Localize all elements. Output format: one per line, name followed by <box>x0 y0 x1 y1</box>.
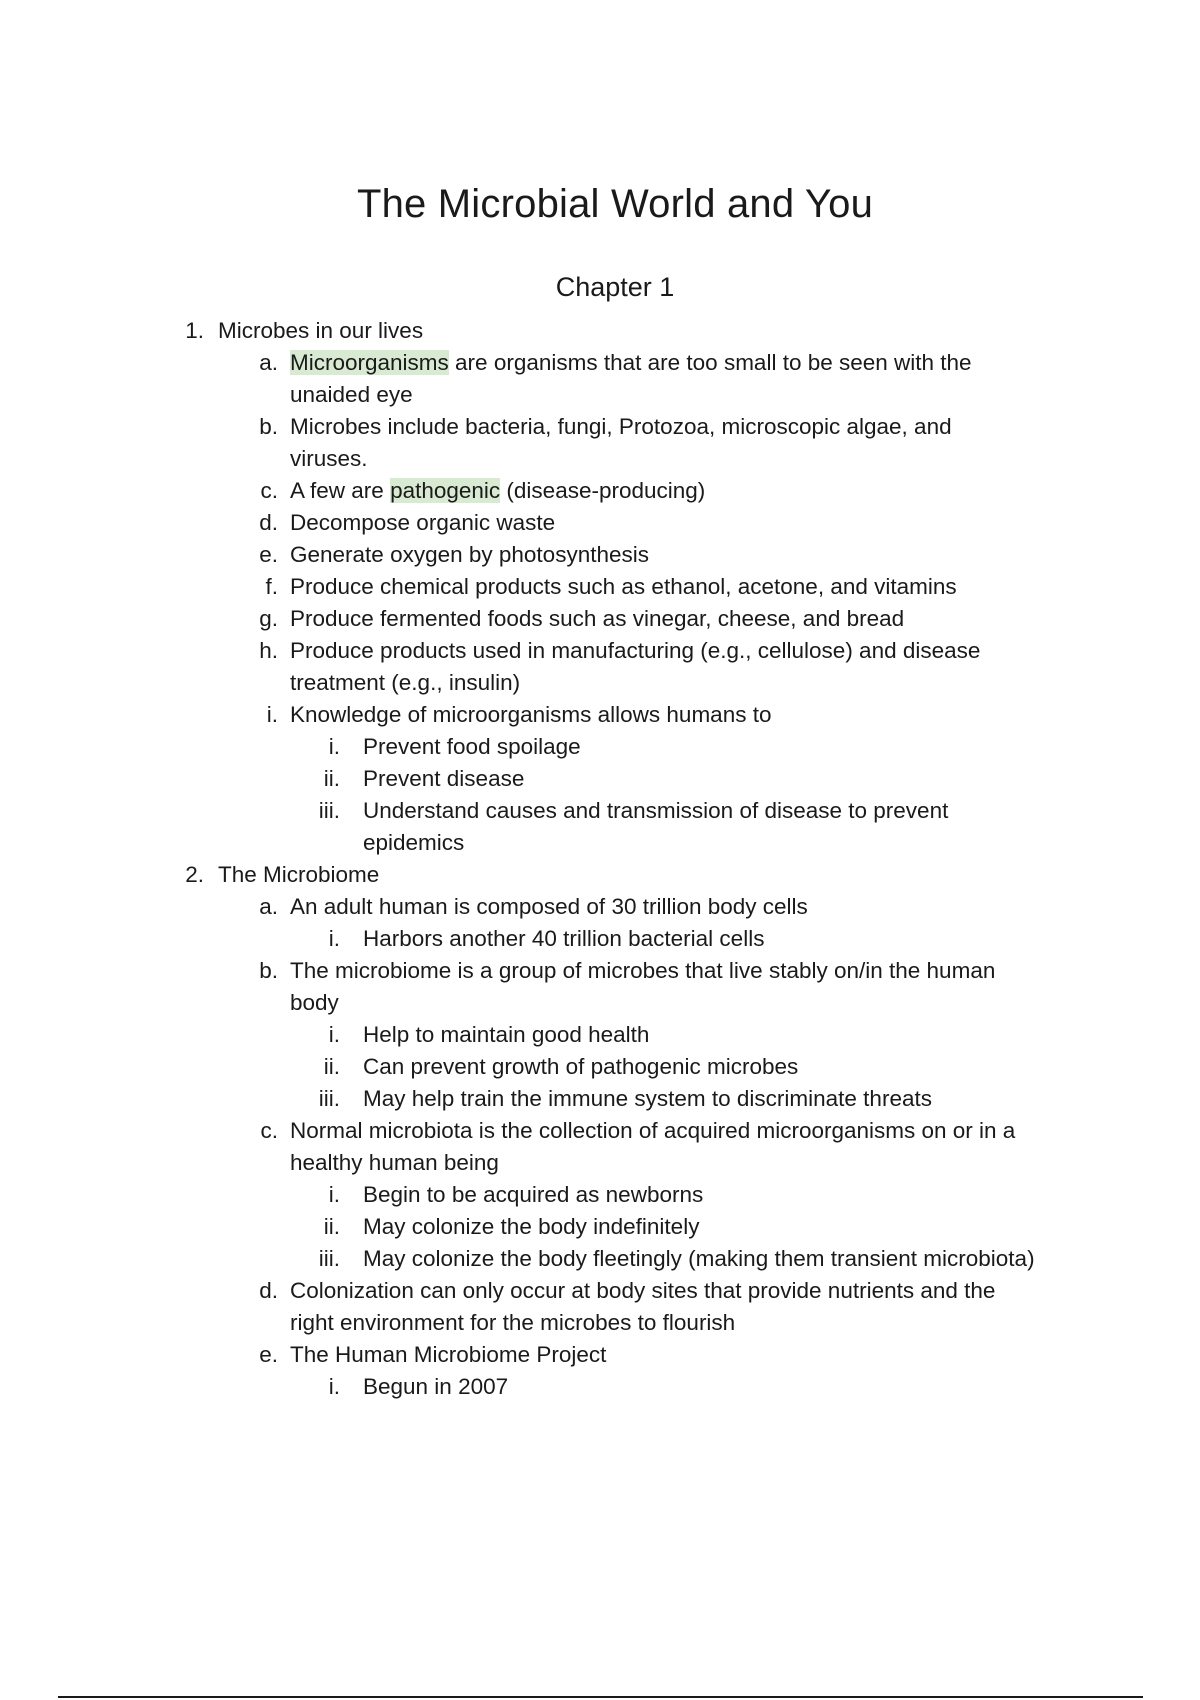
list-marker: iii. <box>318 1246 340 1271</box>
outline-item-level-3 <box>180 1371 1120 1403</box>
highlighted-term: pathogenic <box>390 478 501 503</box>
outline-item-level-2 <box>180 987 1120 1019</box>
outline-text: May colonize the body fleetingly (making them transient microbiota) <box>363 1246 1035 1271</box>
outline-item-level-2 <box>180 1115 1120 1147</box>
outline-text: The Microbiome <box>218 862 380 887</box>
list-marker: ii. <box>323 766 340 791</box>
outline-item-level-2 <box>180 507 1120 539</box>
document-title: The Microbial World and You <box>356 182 874 226</box>
outline-item-level-2 <box>180 347 1120 379</box>
outline-item-level-2 <box>180 1147 1120 1179</box>
outline-text: Produce products used in manufacturing (e.g., cellulose) and disease <box>290 638 981 663</box>
outline-item-level-2 <box>180 699 1120 731</box>
outline-item-level-3 <box>180 1179 1120 1211</box>
outline-text: A few are <box>290 478 391 503</box>
list-marker: 2. <box>185 862 204 887</box>
outline-text: Understand causes and transmission of disease to prevent <box>363 798 949 823</box>
outline-item-level-3 <box>180 923 1120 955</box>
list-marker: g. <box>259 606 278 631</box>
list-marker: a. <box>259 894 278 919</box>
page-bottom-rule <box>58 1696 1143 1698</box>
outline-item-level-3 <box>180 731 1120 763</box>
outline-list <box>180 315 1120 1403</box>
outline-text: Colonization can only occur at body sites that provide nutrients and the <box>290 1278 996 1303</box>
outline-item-level-3 <box>180 763 1120 795</box>
outline-text: The microbiome is a group of microbes that live stably on/in the human <box>290 958 996 983</box>
outline-item-level-2 <box>180 571 1120 603</box>
outline-text: right environment for the microbes to flourish <box>290 1310 736 1335</box>
list-marker: h. <box>259 638 278 663</box>
outline-text: Prevent disease <box>363 766 525 791</box>
list-marker: d. <box>259 510 278 535</box>
outline-item-level-1 <box>180 859 1120 891</box>
list-marker: e. <box>259 1342 278 1367</box>
outline-item-level-2 <box>180 955 1120 987</box>
outline-item-level-3 <box>180 1019 1120 1051</box>
outline-item-level-3 <box>180 795 1120 827</box>
outline-item-level-2 <box>180 443 1120 475</box>
outline-item-level-3 <box>180 1051 1120 1083</box>
list-marker: c. <box>260 478 278 503</box>
list-marker: e. <box>259 542 278 567</box>
highlighted-term: Microorganisms <box>290 350 449 375</box>
list-marker: i. <box>328 1374 340 1399</box>
list-marker: b. <box>259 414 278 439</box>
outline-text: treatment (e.g., insulin) <box>290 670 521 695</box>
outline-text: Begin to be acquired as newborns <box>363 1182 704 1207</box>
outline-text: Begun in 2007 <box>363 1374 509 1399</box>
outline-text: body <box>290 990 339 1015</box>
outline-item-level-1 <box>180 315 1120 347</box>
outline-text: Produce fermented foods such as vinegar, cheese, and bread <box>290 606 905 631</box>
outline-item-level-2 <box>180 891 1120 923</box>
outline-item-level-2 <box>180 635 1120 667</box>
outline-text: viruses. <box>290 446 368 471</box>
list-marker: a. <box>259 350 278 375</box>
outline-item-level-3 <box>180 1211 1120 1243</box>
list-marker: d. <box>259 1278 278 1303</box>
outline-text: unaided eye <box>290 382 413 407</box>
outline-item-level-3 <box>180 827 1120 859</box>
outline-text: May help train the immune system to discriminate threats <box>363 1086 932 1111</box>
outline-text: Harbors another 40 trillion bacterial cells <box>363 926 765 951</box>
outline-item-level-3 <box>180 1083 1120 1115</box>
outline-text: An adult human is composed of 30 trillion body cells <box>290 894 808 919</box>
list-marker: i. <box>328 1022 340 1047</box>
outline-text: Prevent food spoilage <box>363 734 581 759</box>
outline-item-level-2 <box>180 603 1120 635</box>
outline-item-level-2 <box>180 475 1120 507</box>
outline-text: epidemics <box>363 830 465 855</box>
outline-item-level-2 <box>180 539 1120 571</box>
outline-text: Can prevent growth of pathogenic microbes <box>363 1054 799 1079</box>
outline-text: are organisms that are too small to be seen with the <box>448 350 972 375</box>
outline-text: Normal microbiota is the collection of acquired microorganisms on or in a <box>290 1118 1016 1143</box>
list-marker: b. <box>259 958 278 983</box>
outline-item-level-2 <box>180 1307 1120 1339</box>
outline-text: Microbes include bacteria, fungi, Protozoa, microscopic algae, and <box>290 414 952 439</box>
list-marker: f. <box>265 574 278 599</box>
list-marker: i. <box>266 702 278 727</box>
list-marker: iii. <box>318 798 340 823</box>
outline-text: Help to maintain good health <box>363 1022 650 1047</box>
outline-item-level-2 <box>180 379 1120 411</box>
outline-text: May colonize the body indefinitely <box>363 1214 700 1239</box>
outline-text: The Human Microbiome Project <box>290 1342 607 1367</box>
outline-item-level-3 <box>180 1243 1120 1275</box>
outline-text: Knowledge of microorganisms allows humans to <box>290 702 772 727</box>
list-marker: c. <box>260 1118 278 1143</box>
list-marker: 1. <box>185 318 204 343</box>
outline-text: Produce chemical products such as ethanol, acetone, and vitamins <box>290 574 957 599</box>
outline-text: healthy human being <box>290 1150 499 1175</box>
outline-item-level-2 <box>180 1339 1120 1371</box>
outline-item-level-2 <box>180 667 1120 699</box>
list-marker: ii. <box>323 1214 340 1239</box>
outline-item-level-2 <box>180 1275 1120 1307</box>
list-marker: i. <box>328 926 340 951</box>
outline-item-level-2 <box>180 411 1120 443</box>
list-marker: i. <box>328 1182 340 1207</box>
list-marker: i. <box>328 734 340 759</box>
outline-text: (disease-producing) <box>500 478 706 503</box>
list-marker: iii. <box>318 1086 340 1111</box>
outline-text: Generate oxygen by photosynthesis <box>290 542 649 567</box>
outline-text: Decompose organic waste <box>290 510 556 535</box>
outline-text: Microbes in our lives <box>218 318 424 343</box>
list-marker: ii. <box>323 1054 340 1079</box>
chapter-subtitle: Chapter 1 <box>555 272 675 302</box>
